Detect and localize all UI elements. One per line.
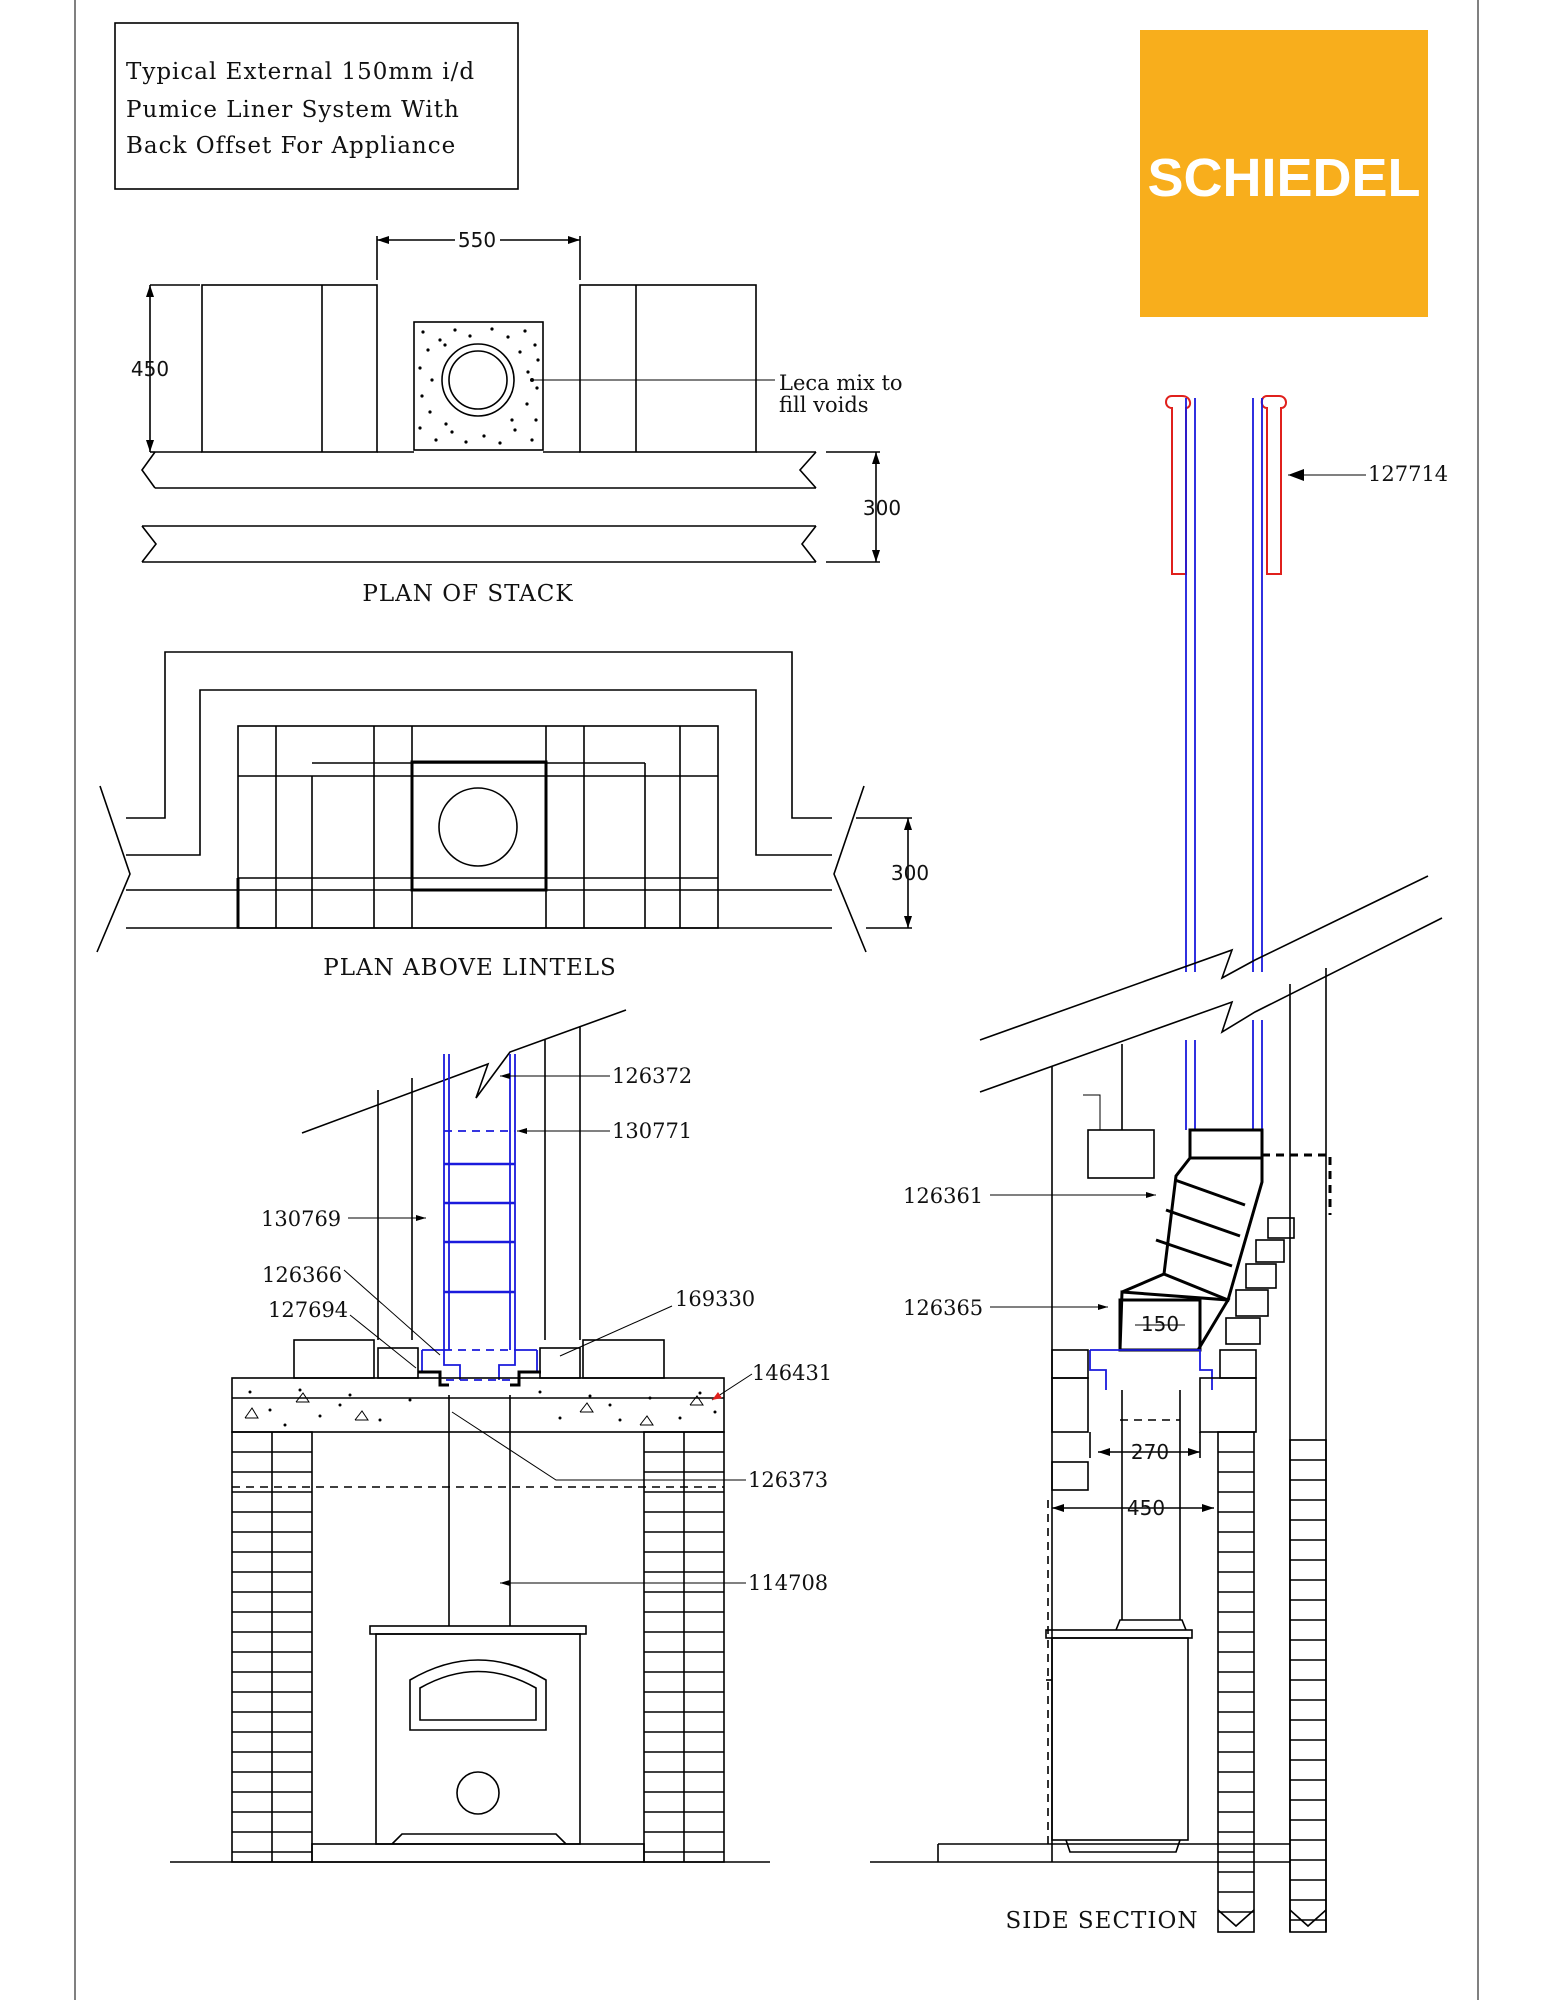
leca-fill-dots — [418, 327, 539, 444]
label-130771: 130771 — [612, 1119, 693, 1143]
corbel-steps — [1226, 1218, 1294, 1344]
label-146431: 146431 — [752, 1361, 833, 1385]
label-127694: 127694 — [268, 1298, 349, 1322]
dim-270-base: 270 — [1130, 1440, 1170, 1464]
label-126372: 126372 — [612, 1064, 693, 1088]
label-126366: 126366 — [262, 1263, 343, 1287]
side-brick-courses — [1218, 1452, 1326, 1920]
dim-450-depth: 450 — [1126, 1496, 1166, 1520]
plan-above-lintels — [97, 652, 929, 981]
plan-above-lintels-caption: PLAN ABOVE LINTELS — [323, 955, 617, 981]
label-130769: 130769 — [261, 1207, 342, 1231]
side-section-caption: SIDE SECTION — [1005, 1908, 1199, 1934]
plan-of-stack — [131, 228, 903, 607]
front-section — [170, 1010, 832, 1862]
title-line-3: Back Offset For Appliance — [126, 133, 457, 159]
schiedel-logo — [1140, 30, 1428, 317]
dim-150-liner: 150 — [1140, 1312, 1180, 1336]
dim-300-stack: 300 — [862, 496, 902, 520]
label-169330: 169330 — [675, 1287, 756, 1311]
dim-300-lintels: 300 — [890, 861, 930, 885]
plan-of-stack-caption: PLAN OF STACK — [362, 581, 574, 607]
title-line-1: Typical External 150mm i/d — [126, 59, 476, 85]
label-114708: 114708 — [748, 1571, 829, 1595]
title-line-2: Pumice Liner System With — [126, 97, 460, 123]
logo-text: SCHIEDEL — [1147, 148, 1421, 208]
label-127714: 127714 — [1368, 462, 1449, 486]
leca-note-line-2: fill voids — [779, 393, 869, 417]
front-brick-courses — [232, 1452, 724, 1852]
side-section — [870, 396, 1448, 1934]
concrete-hatch — [249, 1389, 717, 1427]
label-126373: 126373 — [748, 1468, 829, 1492]
title-block — [115, 23, 518, 189]
label-126365: 126365 — [903, 1296, 984, 1320]
dim-550: 550 — [457, 228, 497, 252]
dim-450-stack: 450 — [130, 357, 170, 381]
label-126361: 126361 — [903, 1184, 984, 1208]
leca-note-line-1: Leca mix to — [779, 371, 903, 395]
